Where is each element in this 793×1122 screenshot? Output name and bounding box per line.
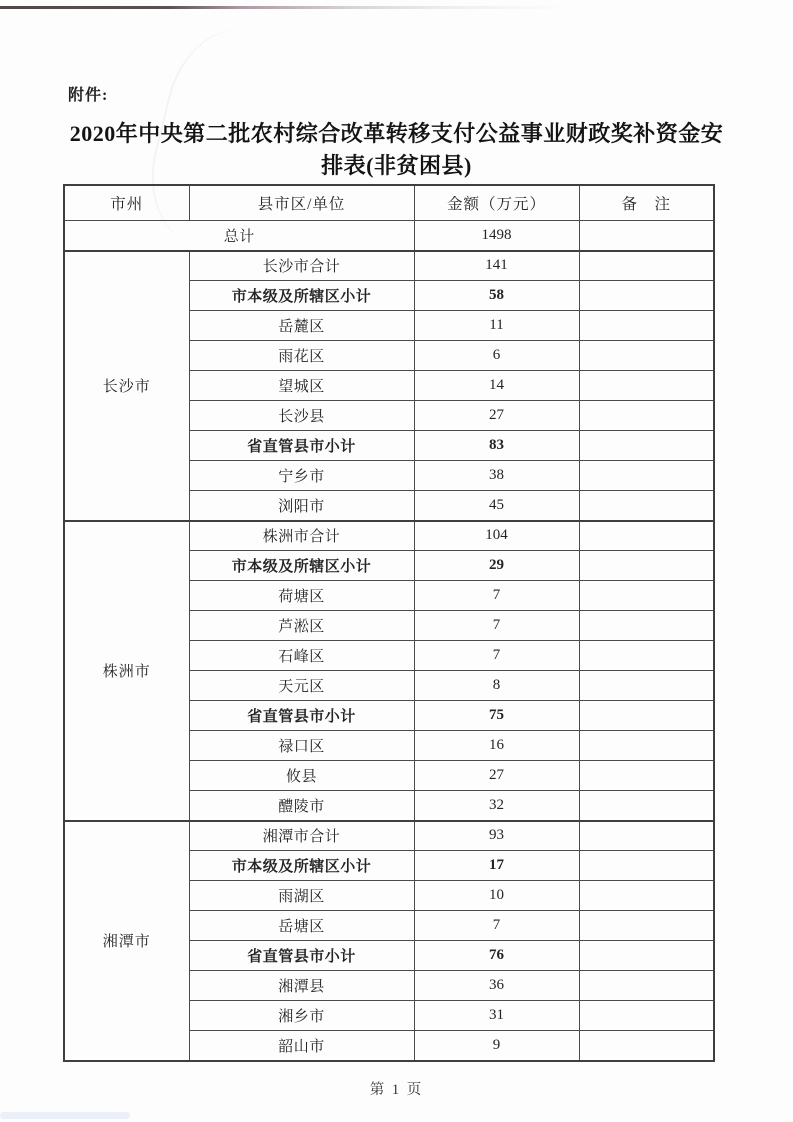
unit-cell: 韶山市 bbox=[189, 1031, 414, 1061]
amount-cell: 7 bbox=[414, 911, 579, 941]
amount-cell: 83 bbox=[414, 431, 579, 461]
amount-cell: 10 bbox=[414, 881, 579, 911]
table-body bbox=[64, 221, 714, 1061]
total-amount-cell: 1498 bbox=[414, 221, 579, 251]
unit-cell: 禄口区 bbox=[189, 731, 414, 761]
unit-cell: 市本级及所辖区小计 bbox=[189, 281, 414, 311]
unit-cell: 望城区 bbox=[189, 371, 414, 401]
note-cell bbox=[579, 311, 714, 341]
amount-cell: 6 bbox=[414, 341, 579, 371]
note-cell bbox=[579, 851, 714, 881]
note-cell bbox=[579, 461, 714, 491]
city-cell: 湘潭市 bbox=[64, 821, 189, 1061]
unit-cell: 湘潭市合计 bbox=[189, 821, 414, 851]
note-cell bbox=[579, 911, 714, 941]
amount-cell: 32 bbox=[414, 791, 579, 821]
amount-cell: 38 bbox=[414, 461, 579, 491]
table-row bbox=[64, 821, 714, 851]
note-cell bbox=[579, 761, 714, 791]
note-cell bbox=[579, 221, 714, 251]
note-cell bbox=[579, 791, 714, 821]
amount-cell: 58 bbox=[414, 281, 579, 311]
unit-cell: 雨花区 bbox=[189, 341, 414, 371]
unit-cell: 醴陵市 bbox=[189, 791, 414, 821]
unit-cell: 岳塘区 bbox=[189, 911, 414, 941]
note-cell bbox=[579, 371, 714, 401]
scan-corner-smudge bbox=[0, 1112, 130, 1119]
header-cell-unit: 县市区/单位 bbox=[189, 185, 414, 221]
unit-cell: 市本级及所辖区小计 bbox=[189, 851, 414, 881]
subsidy-table bbox=[63, 184, 715, 1062]
header-cell-note: 备 注 bbox=[579, 185, 714, 221]
amount-cell: 141 bbox=[414, 251, 579, 281]
unit-cell: 荷塘区 bbox=[189, 581, 414, 611]
unit-cell: 芦淞区 bbox=[189, 611, 414, 641]
city-cell: 长沙市 bbox=[64, 251, 189, 521]
amount-cell: 14 bbox=[414, 371, 579, 401]
amount-cell: 11 bbox=[414, 311, 579, 341]
amount-cell: 104 bbox=[414, 521, 579, 551]
amount-cell: 7 bbox=[414, 581, 579, 611]
amount-cell: 93 bbox=[414, 821, 579, 851]
page-number: 第 1 页 bbox=[369, 1082, 424, 1098]
unit-cell: 长沙县 bbox=[189, 401, 414, 431]
unit-cell: 雨湖区 bbox=[189, 881, 414, 911]
unit-cell: 省直管县市小计 bbox=[189, 701, 414, 731]
note-cell bbox=[579, 251, 714, 281]
note-cell bbox=[579, 641, 714, 671]
table-row bbox=[64, 251, 714, 281]
amount-cell: 75 bbox=[414, 701, 579, 731]
amount-cell: 7 bbox=[414, 641, 579, 671]
amount-cell: 76 bbox=[414, 941, 579, 971]
amount-cell: 8 bbox=[414, 671, 579, 701]
amount-cell: 29 bbox=[414, 551, 579, 581]
note-cell bbox=[579, 1001, 714, 1031]
city-cell: 株洲市 bbox=[64, 521, 189, 821]
note-cell bbox=[579, 821, 714, 851]
amount-cell: 27 bbox=[414, 401, 579, 431]
unit-cell: 石峰区 bbox=[189, 641, 414, 671]
note-cell bbox=[579, 1031, 714, 1061]
amount-cell: 9 bbox=[414, 1031, 579, 1061]
amount-cell: 17 bbox=[414, 851, 579, 881]
unit-cell: 省直管县市小计 bbox=[189, 941, 414, 971]
header-cell-city: 市州 bbox=[64, 185, 189, 221]
amount-cell: 36 bbox=[414, 971, 579, 1001]
unit-cell: 岳麓区 bbox=[189, 311, 414, 341]
amount-cell: 27 bbox=[414, 761, 579, 791]
unit-cell: 湘潭县 bbox=[189, 971, 414, 1001]
note-cell bbox=[579, 341, 714, 371]
table-header-row bbox=[64, 185, 714, 221]
amount-cell: 45 bbox=[414, 491, 579, 521]
unit-cell: 宁乡市 bbox=[189, 461, 414, 491]
note-cell bbox=[579, 431, 714, 461]
table-row bbox=[64, 521, 714, 551]
scan-streak-artifact bbox=[0, 6, 600, 9]
header-cell-amount: 金额（万元） bbox=[414, 185, 579, 221]
note-cell bbox=[579, 551, 714, 581]
amount-cell: 16 bbox=[414, 731, 579, 761]
amount-cell: 7 bbox=[414, 611, 579, 641]
note-cell bbox=[579, 671, 714, 701]
unit-cell: 湘乡市 bbox=[189, 1001, 414, 1031]
note-cell bbox=[579, 701, 714, 731]
note-cell bbox=[579, 611, 714, 641]
attachment-label: 附件: bbox=[68, 87, 109, 104]
amount-cell: 31 bbox=[414, 1001, 579, 1031]
unit-cell: 浏阳市 bbox=[189, 491, 414, 521]
unit-cell: 长沙市合计 bbox=[189, 251, 414, 281]
note-cell bbox=[579, 491, 714, 521]
note-cell bbox=[579, 971, 714, 1001]
note-cell bbox=[579, 941, 714, 971]
document-title bbox=[40, 118, 753, 182]
note-cell bbox=[579, 731, 714, 761]
document-title-line1: 2020年中央第二批农村综合改革转移支付公益事业财政奖补资金安 bbox=[69, 121, 724, 146]
note-cell bbox=[579, 581, 714, 611]
note-cell bbox=[579, 281, 714, 311]
total-label-cell: 总计 bbox=[64, 221, 414, 251]
unit-cell: 天元区 bbox=[189, 671, 414, 701]
note-cell bbox=[579, 521, 714, 551]
total-row bbox=[64, 221, 714, 251]
note-cell bbox=[579, 881, 714, 911]
unit-cell: 攸县 bbox=[189, 761, 414, 791]
unit-cell: 省直管县市小计 bbox=[189, 431, 414, 461]
note-cell bbox=[579, 401, 714, 431]
document-title-line2: 排表(非贫困县) bbox=[321, 153, 472, 178]
unit-cell: 株洲市合计 bbox=[189, 521, 414, 551]
unit-cell: 市本级及所辖区小计 bbox=[189, 551, 414, 581]
